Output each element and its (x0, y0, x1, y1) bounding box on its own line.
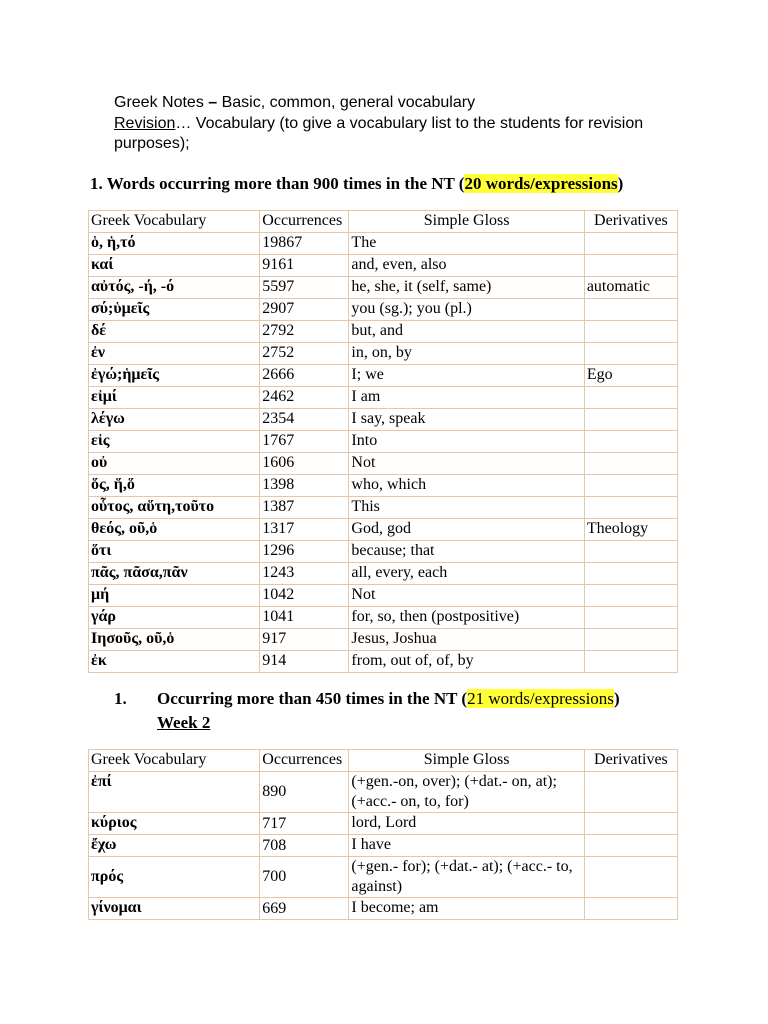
table-row (89, 365, 678, 387)
section1-heading (90, 173, 623, 195)
cell-gloss: Not (349, 585, 584, 607)
cell-gloss: you (sg.); you (pl.) (349, 299, 584, 321)
cell-gloss: God, god (349, 519, 584, 541)
cell-derivatives (584, 857, 677, 898)
cell-gloss: Into (349, 431, 584, 453)
cell-greek: πρός (89, 857, 260, 898)
cell-greek: ὅς, ἥ,ὅ (89, 475, 260, 497)
table-row (89, 409, 678, 431)
cell-derivatives (584, 585, 677, 607)
cell-greek: καί (89, 255, 260, 277)
cell-gloss: I say, speak (349, 409, 584, 431)
section1-highlight (464, 174, 617, 193)
cell-greek: σύ;ὑμεῖς (89, 299, 260, 321)
cell-derivatives (584, 813, 677, 835)
table-row (89, 233, 678, 255)
table-row (89, 563, 678, 585)
vocabulary-table-2 (88, 749, 678, 920)
title-dash: – (203, 94, 222, 111)
table-row (89, 585, 678, 607)
cell-derivatives (584, 772, 677, 813)
cell-occurrences: 914 (260, 651, 349, 673)
col-header-derivatives: Derivatives (584, 750, 677, 772)
col-header-gloss: Simple Gloss (349, 211, 584, 233)
cell-gloss: (+gen.- for); (+dat.- at); (+acc.- to, against) (349, 857, 584, 898)
col-header-derivatives: Derivatives (584, 211, 677, 233)
cell-greek: γάρ (89, 607, 260, 629)
cell-occurrences: 2354 (260, 409, 349, 431)
cell-derivatives: Theology (584, 519, 677, 541)
vocabulary-table-1 (88, 210, 678, 673)
col-header-greek: Greek Vocabulary (89, 211, 260, 233)
title-line (114, 93, 475, 113)
cell-derivatives (584, 607, 677, 629)
cell-derivatives (584, 409, 677, 431)
table-row (89, 255, 678, 277)
section1-highlight-text: 20 words/expressions (464, 174, 618, 193)
cell-derivatives (584, 343, 677, 365)
cell-derivatives (584, 475, 677, 497)
cell-greek: οὗτος, αὕτη,τοῦτο (89, 497, 260, 519)
cell-greek: οὐ (89, 453, 260, 475)
cell-gloss: who, which (349, 475, 584, 497)
table-header-row (89, 211, 678, 233)
table-row (89, 277, 678, 299)
cell-gloss: all, every, each (349, 563, 584, 585)
cell-greek: ὅτι (89, 541, 260, 563)
cell-gloss: in, on, by (349, 343, 584, 365)
cell-derivatives (584, 651, 677, 673)
cell-gloss: Not (349, 453, 584, 475)
cell-gloss: The (349, 233, 584, 255)
table-row (89, 629, 678, 651)
cell-occurrences: 1398 (260, 475, 349, 497)
section2-heading-prefix: Occurring more than 450 times in the NT ( (157, 689, 468, 708)
section2-heading (157, 688, 620, 710)
cell-derivatives (584, 563, 677, 585)
cell-derivatives (584, 629, 677, 651)
section1-heading-prefix: 1. Words occurring more than 900 times in the NT ( (90, 174, 465, 193)
section2-number: 1. (114, 689, 127, 708)
cell-derivatives: automatic (584, 277, 677, 299)
revision-label: Revision (114, 115, 176, 132)
cell-occurrences: 5597 (260, 277, 349, 299)
cell-derivatives (584, 898, 677, 920)
cell-gloss: he, she, it (self, same) (349, 277, 584, 299)
cell-occurrences: 708 (260, 835, 349, 857)
cell-occurrences: 1243 (260, 563, 349, 585)
cell-greek: κύριος (89, 813, 260, 835)
table-row (89, 651, 678, 673)
cell-occurrences: 1387 (260, 497, 349, 519)
cell-gloss: for, so, then (postpositive) (349, 607, 584, 629)
cell-derivatives (584, 497, 677, 519)
cell-greek: θεός, οῦ,ὁ (89, 519, 260, 541)
cell-occurrences: 890 (260, 772, 349, 813)
col-header-greek: Greek Vocabulary (89, 750, 260, 772)
cell-occurrences: 2462 (260, 387, 349, 409)
table-row (89, 772, 678, 813)
cell-greek: δέ (89, 321, 260, 343)
cell-derivatives (584, 321, 677, 343)
cell-gloss: I; we (349, 365, 584, 387)
cell-greek: λέγω (89, 409, 260, 431)
section2-heading-suffix: ) (613, 689, 620, 708)
cell-occurrences: 1317 (260, 519, 349, 541)
table-row (89, 607, 678, 629)
cell-occurrences: 2752 (260, 343, 349, 365)
cell-greek: ἐν (89, 343, 260, 365)
cell-occurrences: 1041 (260, 607, 349, 629)
cell-derivatives (584, 299, 677, 321)
cell-occurrences: 700 (260, 857, 349, 898)
table-row (89, 299, 678, 321)
cell-derivatives (584, 387, 677, 409)
cell-greek: ὁ, ἡ,τό (89, 233, 260, 255)
table-row (89, 898, 678, 920)
table-row (89, 519, 678, 541)
cell-greek: αὐτός, -ή, -ό (89, 277, 260, 299)
cell-occurrences: 2907 (260, 299, 349, 321)
cell-occurrences: 1042 (260, 585, 349, 607)
section2-week: Week 2 (157, 713, 211, 732)
col-header-gloss: Simple Gloss (349, 750, 584, 772)
cell-greek: εἰμί (89, 387, 260, 409)
cell-occurrences: 669 (260, 898, 349, 920)
cell-gloss: because; that (349, 541, 584, 563)
table-row (89, 813, 678, 835)
cell-occurrences: 9161 (260, 255, 349, 277)
table-row (89, 835, 678, 857)
cell-derivatives (584, 453, 677, 475)
table-row (89, 387, 678, 409)
col-header-occurrences: Occurrences (260, 211, 349, 233)
cell-greek: ἔχω (89, 835, 260, 857)
col-header-occurrences: Occurrences (260, 750, 349, 772)
cell-occurrences: 917 (260, 629, 349, 651)
section1-heading-suffix: ) (617, 174, 624, 193)
cell-greek: πᾶς, πᾶσα,πᾶν (89, 563, 260, 585)
cell-gloss: and, even, also (349, 255, 584, 277)
cell-derivatives (584, 835, 677, 857)
cell-gloss: (+gen.-on, over); (+dat.- on, at); (+acc.- on, to, for) (349, 772, 584, 813)
cell-greek: γίνομαι (89, 898, 260, 920)
table-row (89, 475, 678, 497)
cell-gloss: I am (349, 387, 584, 409)
cell-occurrences: 2666 (260, 365, 349, 387)
table-row (89, 541, 678, 563)
cell-gloss: This (349, 497, 584, 519)
revision-line (114, 114, 674, 154)
revision-rest: … Vocabulary (to give a vocabulary list to the students for revision purposes); (114, 115, 644, 152)
section2-highlight (467, 689, 614, 708)
cell-derivatives (584, 255, 677, 277)
cell-occurrences: 2792 (260, 321, 349, 343)
cell-greek: ἐγώ;ἡμεῖς (89, 365, 260, 387)
table-row (89, 321, 678, 343)
cell-occurrences: 1767 (260, 431, 349, 453)
cell-greek: ἐκ (89, 651, 260, 673)
table-row (89, 453, 678, 475)
cell-occurrences: 1296 (260, 541, 349, 563)
table-header-row (89, 750, 678, 772)
cell-gloss: but, and (349, 321, 584, 343)
cell-gloss: lord, Lord (349, 813, 584, 835)
cell-gloss: Jesus, Joshua (349, 629, 584, 651)
cell-occurrences: 717 (260, 813, 349, 835)
cell-greek: ἐπί (89, 772, 260, 813)
cell-occurrences: 19867 (260, 233, 349, 255)
cell-occurrences: 1606 (260, 453, 349, 475)
cell-gloss: I have (349, 835, 584, 857)
table-row (89, 497, 678, 519)
title-rest: Basic, common, general vocabulary (221, 94, 476, 111)
table-row (89, 431, 678, 453)
table-row (89, 857, 678, 898)
cell-greek: μή (89, 585, 260, 607)
cell-derivatives (584, 233, 677, 255)
title-prefix: Greek Notes (114, 94, 204, 111)
cell-gloss: I become; am (349, 898, 584, 920)
cell-greek: εἰς (89, 431, 260, 453)
cell-derivatives (584, 431, 677, 453)
cell-derivatives (584, 541, 677, 563)
cell-greek: Ιησοῦς, οῦ,ὁ (89, 629, 260, 651)
section2-highlight-text: 21 words/expressions (467, 689, 614, 708)
cell-gloss: from, out of, of, by (349, 651, 584, 673)
cell-derivatives: Ego (584, 365, 677, 387)
table-row (89, 343, 678, 365)
